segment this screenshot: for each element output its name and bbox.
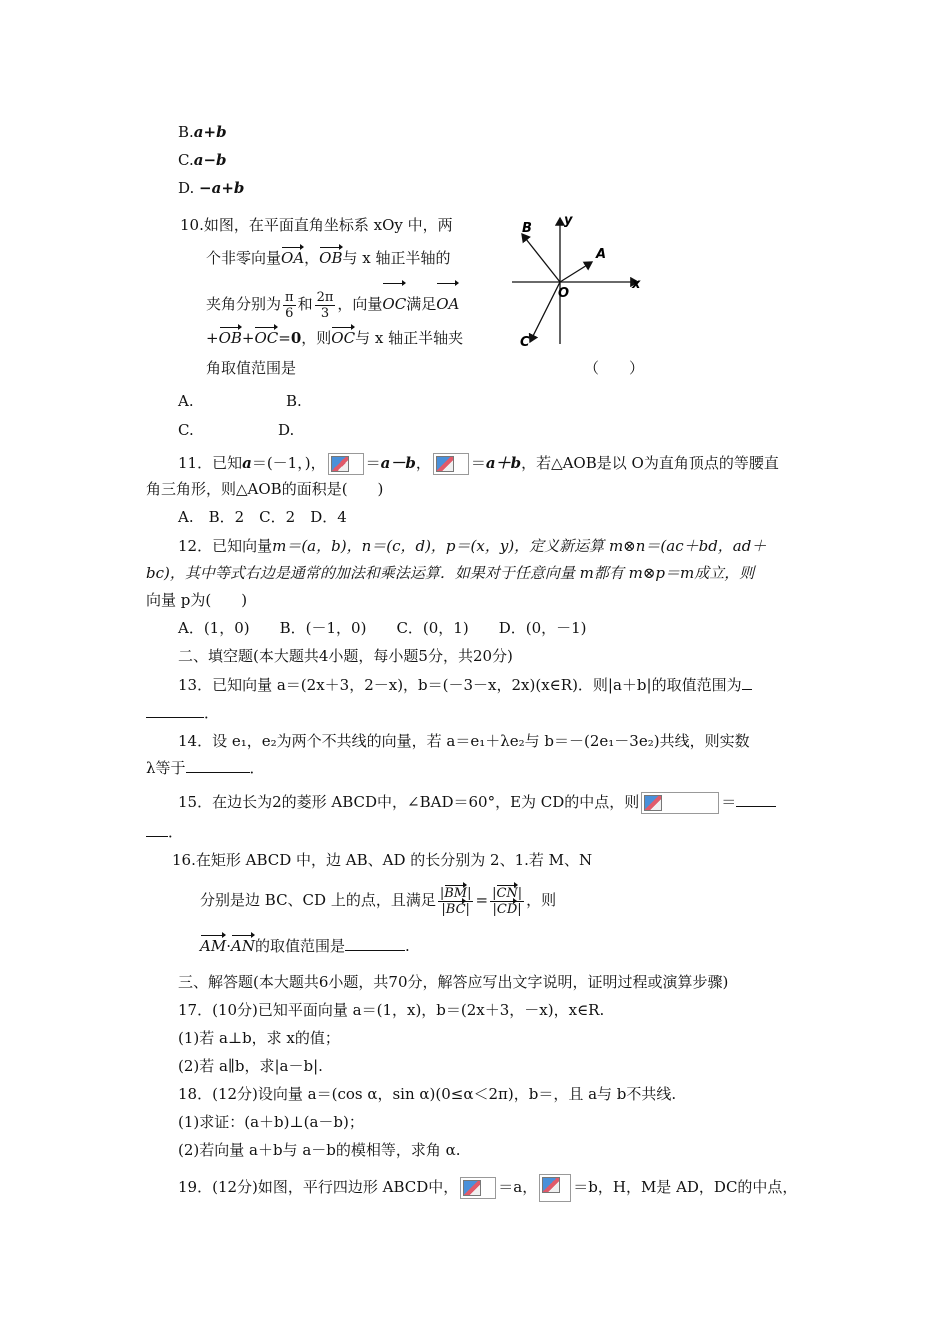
q10-answer-paren: （ ）	[584, 359, 645, 377]
q12-line2: bc)，其中等式右边是通常的加法和乘法运算．如果对于任意向量 m都有 m⊗p＝m成立，则	[146, 564, 755, 582]
label-b: B	[522, 221, 532, 236]
image-placeholder-icon	[542, 1177, 560, 1193]
vector-ad-image	[539, 1174, 571, 1202]
fraction-2pi-3: $\frac{2\pi}{3}$	[316, 289, 334, 321]
q11-options: A. B．2 C．2 D．4	[178, 508, 347, 526]
q10-line2: 个非零向量OA，OB与 x 轴正半轴的	[206, 249, 451, 267]
q12-options: A．(1，0) B．(－1，0) C．(0，1) D．(0，－1)	[178, 619, 587, 637]
fraction-pi-6: $\frac{\pi}{6}$	[285, 289, 294, 321]
image-placeholder-icon	[463, 1180, 481, 1196]
q19-line1: 19．(12分)如图，平行四边形 ABCD中， ＝a， ＝b，H，M是 AD，DC的中点，	[178, 1174, 797, 1202]
q12-line1: 12．已知向量m＝(a，b)，n＝(c，d)，p＝(x，y)，定义新运算 m⊗n＝(ac＋bd，ad＋	[178, 537, 767, 555]
q17-line1: 17．(10分)已知平面向量 a＝(1，x)，b＝(2x＋3，－x)，x∈R.	[178, 1001, 605, 1019]
vector-oa	[560, 262, 592, 282]
answer-blank	[146, 703, 204, 718]
q9-option-b: B.a+b	[178, 123, 227, 141]
q17-part1: (1)若 a⊥b，求 x的值；	[178, 1029, 340, 1047]
q10-option-d: D.	[278, 421, 295, 439]
q17-part2: (2)若 a∥b，求|a－b|.	[178, 1057, 323, 1075]
label-y: y	[564, 213, 573, 228]
vector-ab-image	[460, 1177, 496, 1199]
fraction-cn-cd: $\frac{|CN|}{|CD|}$	[492, 885, 523, 917]
q11-line1: 11．已知a＝(－1，)， ＝a－b， ＝a＋b，若△AOB是以 O为直角顶点的等腰直	[178, 452, 779, 475]
coordinate-figure	[508, 210, 648, 350]
q15-line2: ．	[146, 822, 183, 842]
q14-line1: 14．设 e₁，e₂为两个不共线的向量，若 a＝e₁＋λe₂与 b＝－(2e₁－3e₂)共线，则实数	[178, 732, 750, 750]
label-o: O	[558, 286, 570, 301]
q16-line3: AM·AN的取值范围是 .	[200, 937, 410, 955]
q13-line1: 13．已知向量 a＝(2x＋3，2－x)，b＝(－3－x，2x)(x∈R)．则|a＋b|的取值范围为	[178, 675, 752, 695]
q10-line5: 角取值范围是	[206, 359, 297, 377]
q15-line1: 15．在边长为2的菱形 ABCD中，∠BAD＝60°，E为 CD的中点，则 ＝	[178, 790, 776, 814]
vector-product-image	[641, 792, 719, 814]
image-placeholder-icon	[331, 456, 349, 472]
q14-line2: λ等于 ．	[146, 759, 265, 777]
q18-part1: (1)求证：(a＋b)⊥(a－b)；	[178, 1113, 364, 1131]
q10-line4: +OB+OC=0，则OC与 x 轴正半轴夹	[206, 329, 464, 347]
image-placeholder-icon	[644, 795, 662, 811]
label-c: C	[520, 335, 530, 350]
q16-line1: 16.在矩形 ABCD 中，边 AB、AD 的长分别为 2、1.若 M、N	[172, 851, 593, 869]
section3-heading: 三、解答题(本大题共6小题，共70分，解答应写出文字说明，证明过程或演算步骤)	[178, 973, 729, 991]
q12-line3: 向量 p为( )	[146, 591, 248, 609]
q18-line1: 18．(12分)设向量 a＝(cos α，sin α)(0≤α＜2π)，b＝，且 a与 b不共线.	[178, 1085, 677, 1103]
q9-option-d: D. −a+b	[178, 179, 245, 197]
q10-line1: 10.如图，在平面直角坐标系 xOy 中，两	[180, 216, 453, 234]
q10-option-a: A.	[178, 392, 194, 410]
q9-option-c: C.a−b	[178, 151, 227, 169]
fraction-bm-bc: $\frac{|BM|}{|BC|}$	[439, 885, 472, 917]
q13-line2: ．	[146, 703, 219, 723]
section2-heading: 二、填空题(本大题共4小题，每小题5分，共20分)	[178, 647, 513, 665]
q16-line2: 分别是边 BC、CD 上的点，且满足 $\frac{|BM|}{|BC|}$ = $\frac{|CN|}{|CD|}$ ，则	[200, 885, 557, 917]
q11-line2: 角三角形，则△AOB的面积是( )	[146, 480, 384, 498]
answer-blank	[736, 792, 776, 807]
label-a: A	[596, 247, 607, 262]
vector-ob-image	[433, 453, 469, 475]
q10-option-b: B.	[286, 392, 302, 410]
answer-blank	[186, 758, 250, 773]
image-placeholder-icon	[436, 456, 454, 472]
vector-oc	[530, 282, 560, 342]
answer-blank	[345, 936, 405, 951]
label-x: x	[632, 277, 641, 292]
vector-ob	[522, 234, 560, 282]
answer-blank	[742, 675, 752, 690]
q10-line3: 夹角分别为 $\frac{\pi}{6}$ 和 $\frac{2\pi}{3}$ ，向量OC满足OA	[206, 284, 459, 324]
q10-option-c: C.	[178, 421, 194, 439]
answer-blank	[146, 822, 168, 837]
vector-oa-image	[328, 453, 364, 475]
q18-part2: (2)若向量 a＋b与 a－b的模相等，求角 α.	[178, 1141, 461, 1159]
